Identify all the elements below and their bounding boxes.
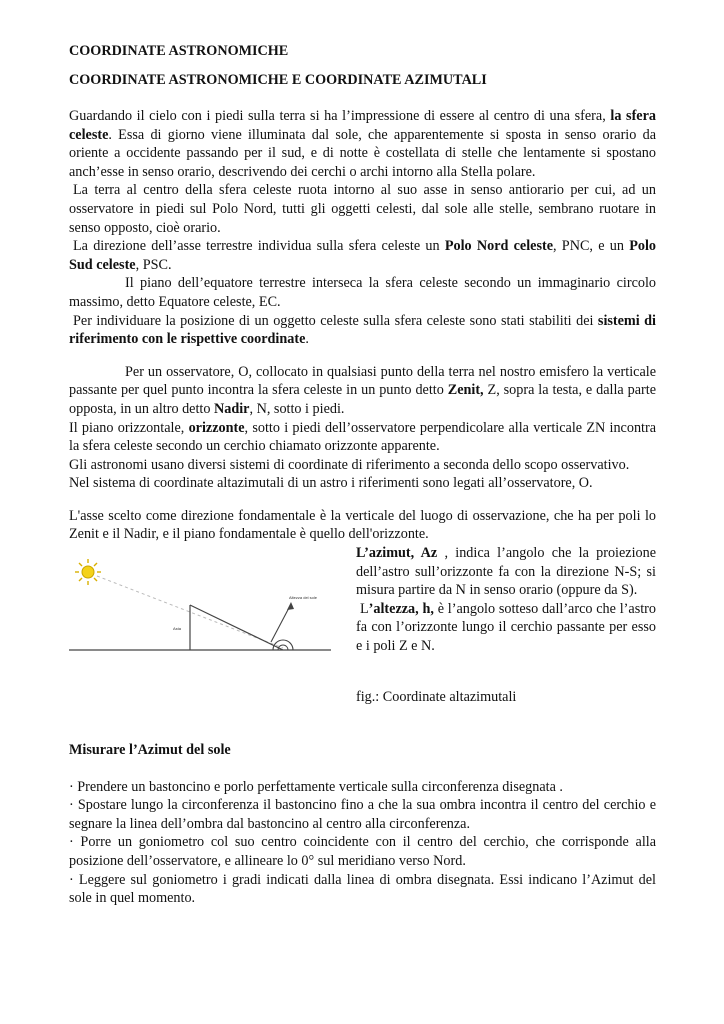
paragraph-zenit-nadir: Per un osservatore, O, collocato in qualsiasi punto della terra nel nostro emisfero la verticale passante per quel punto incontra la sfera celeste in un punto detto Zenit, Z, sopra la testa, e dalla parte opposta, in un altro detto Nadir, N, sotto i piedi.	[69, 363, 656, 417]
shadow-label: Altezza del sole	[289, 595, 318, 601]
section-title-measure-azimuth: Misurare l’Azimut del sole	[69, 742, 231, 759]
section-title-coordinates: COORDINATE ASTRONOMICHE E COORDINATE AZIMUTALI	[69, 72, 487, 88]
paragraph-celestial-sphere: Guardando il cielo con i piedi sulla terra si ha l’impressione di essere al centro di una sfera, la sfera celeste. Essa di giorno viene illuminata dal sole, che apparentemente si sposta in senso orario da oriente a occidente passando per il sud, e di notte è costellata di stelle che lentamente si spostano anch’esse in senso orario, descrivendo dei cerchi o archi intorno alla Stella polare.	[69, 108, 656, 180]
paragraph-reference-systems: Per individuare la posizione di un oggetto celeste sulla sfera celeste sono stati stabiliti dei sistemi di riferimento con le rispettive coordinate.	[69, 312, 656, 348]
list-item: · Spostare lungo la circonferenza il bastoncino fino a che la sua ombra incontra il centro del cerchio e segnare la linea dell’ombra dal bastoncino al centro alla circonferenza.	[69, 797, 656, 832]
figure-description	[356, 544, 656, 656]
figure-row	[69, 544, 656, 706]
paragraph-horizon: Il piano orizzontale, orizzonte, sotto i piedi dell’osservatore perpendicolare alla verticale ZN incontra la sfera celeste secondo un cerchio chiamato orizzonte apparente.	[69, 419, 656, 455]
paragraph-celestial-equator: Il piano dell’equatore terrestre interseca la sfera celeste secondo un immaginario circolo massimo, detto Equatore celeste, EC.	[69, 275, 656, 310]
shadow-line	[190, 605, 283, 650]
pole-label: Asta	[173, 626, 182, 632]
paragraph-coordinate-systems: Gli astronomi usano diversi sistemi di coordinate di riferimento a seconda dello scopo osservativo.	[69, 456, 630, 473]
paragraph-fundamental-axis: L'asse scelto come direzione fondamentale è la verticale del luogo di osservazione, che ha per poli lo Zenit e il Nadir, e il piano fondamentale è quello dell'orizzonte.	[69, 507, 656, 543]
altazimuthal-diagram	[69, 556, 331, 666]
document-page	[69, 38, 656, 908]
list-item: · Porre un goniometro col suo centro coincidente con il centro del cerchio, che corrisponde alla posizione dell’osservatore, e allineare lo 0° sul meridiano verso Nord.	[69, 834, 656, 870]
figure-caption: fig.: Coordinate altazimutali	[356, 689, 517, 706]
sun-icon	[75, 559, 101, 585]
list-item: · Prendere un bastoncino e porlo perfettamente verticale sulla circonferenza disegnata .	[69, 778, 563, 795]
paragraph-earth-rotation: La terra al centro della sfera celeste ruota intorno al suo asse in senso antiorario per cui, ad un osservatore in piedi sul Polo Nord, tutti gli oggetti celesti, dal sole alle stelle, sembrano ruotare in senso opposto, cioè orario.	[69, 182, 656, 236]
list-item: · Leggere sul goniometro i gradi indicati dalla linea di ombra disegnata. Essi indicano l’Azimut del sole in quel momento.	[69, 871, 656, 907]
arrow-head-icon	[287, 602, 294, 610]
paragraph-altazimuthal: Nel sistema di coordinate altazimutali di un astro i riferimenti sono legati all’osservatore, O.	[69, 475, 593, 492]
paragraph-celestial-poles: La direzione dell’asse terrestre individua sulla sfera celeste un Polo Nord celeste, PNC, e un Polo Sud celeste, PSC.	[69, 238, 656, 273]
paragraph-azimuth: L’azimut, Az , indica l’angolo che la proiezione dell’astro sull’orizzonte fa con la direzione N-S; si misura partire da N in senso orario (oppure da S).	[356, 545, 656, 599]
document-title: COORDINATE ASTRONOMICHE	[69, 43, 289, 59]
instruction-list	[69, 778, 656, 908]
paragraph-altitude: L’altezza, h, è l’angolo sotteso dall’arco che l’astro fa con l’orizzonte lungo il cerchio passante per esso e i poli Z e N.	[356, 600, 656, 655]
